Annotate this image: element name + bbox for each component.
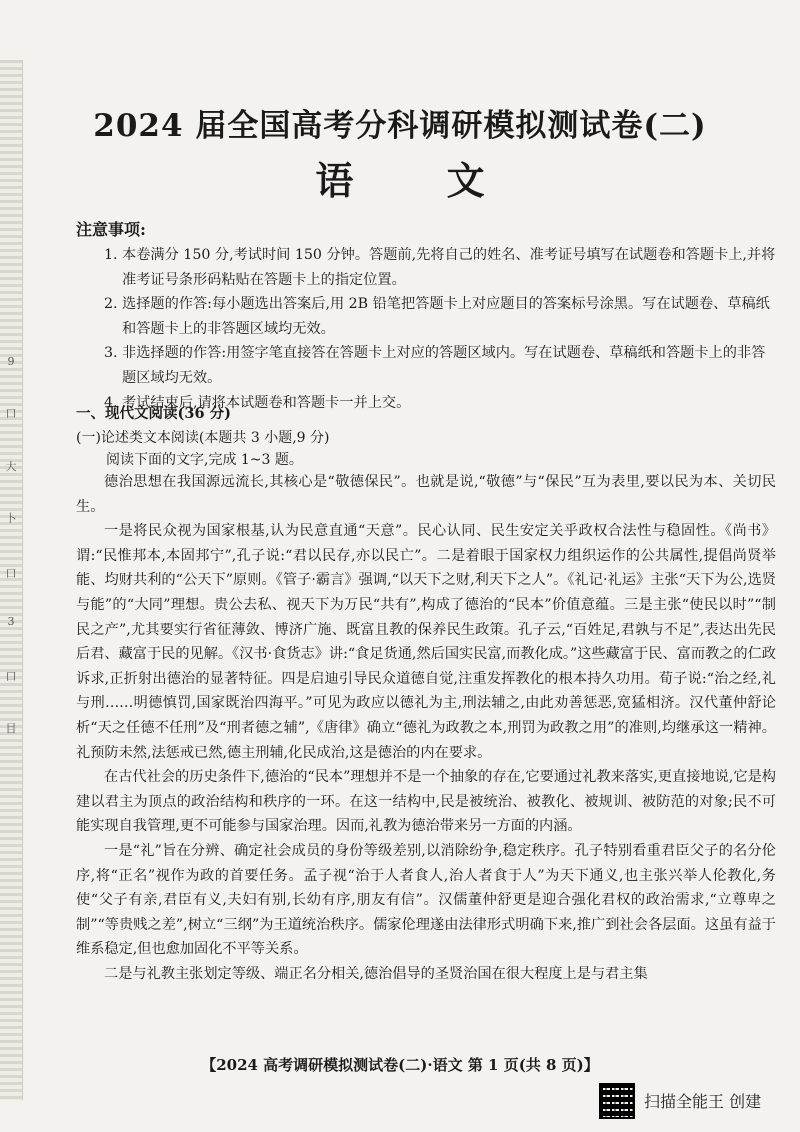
reading-instruction: 阅读下面的文字,完成 1~3 题。	[106, 452, 303, 468]
notice-heading: 注意事项:	[76, 220, 146, 239]
passage-paragraph: 一是“礼”旨在分辨、确定社会成员的身份等级差别,以消除纷争,稳定秩序。孔子特别看重君臣父子的名分伦序,将“正名”视作为政的首要任务。孟子视“治于人者食人,治人者食于人”为天下通义,也主张兴举人伦教化,务使“父子有亲,君臣有义,夫妇有别,长幼有序,朋友有信”。汉儒董仲舒更是迎合强化君权的政治需求,“立尊卑之制”“等贵贱之差”,树立“三纲”为王道统治秩序。儒家伦理遂由法律形式明确下来,推广到社会各层面。这虽有益于维系稳定,但也愈加固化不平等关系。	[76, 842, 776, 958]
subsection-heading: (一)论述类文本阅读(本题共 3 小题,9 分)	[76, 430, 330, 446]
notice-item: 4. 考试结束后,请将本试题卷和答题卡一并上交。	[104, 394, 411, 411]
notice-item: 2. 选择题的作答:每小题选出答案后,用 2B 铅笔把答题卡上对应题目的答案标号涂黑。写在试题卷、草稿纸和答题卡上的非答题区域均无效。	[104, 296, 770, 337]
exam-title: 2024 届全国高考分科调研模拟测试卷(二)	[93, 108, 707, 144]
passage-paragraph: 二是与礼教主张划定等级、端正名分相关,德治倡导的圣贤治国在很大程度上是与君主集	[104, 965, 648, 982]
notice-list	[76, 243, 776, 415]
notice-item: 1. 本卷满分 150 分,考试时间 150 分钟。答题前,先将自己的姓名、准考证号填写在试题卷和答题卡上,并将准考证号条形码粘贴在答题卡上的指定位置。	[104, 247, 776, 288]
binding-mark: 3	[7, 615, 15, 628]
binding-mark: 9	[7, 355, 15, 368]
binding-mark: 口	[5, 567, 17, 580]
binding-mark: 口	[5, 670, 17, 683]
passage-paragraph: 一是将民众视为国家根基,认为民意直通“天意”。民心认同、民生安定关乎政权合法性与稳固性。《尚书》谓:“民惟邦本,本固邦宁”,孔子说:“君以民存,亦以民亡”。二是着眼于国家权力组织运作的公共属性,提倡尚贤举能、均财共利的“公天下”原则。《管子·霸言》强调,“以天下之财,利天下之人”。《礼记·礼运》主张“天下为公,选贤与能”的“大同”理想。贵公去私、视天下为万民“共有”,构成了德治的“民本”价值意蕴。三是主张“使民以时”“制民之产”,尤其要实行省征薄敛、博济广施、既富且教的保养民生政策。孔子云,“百姓足,君孰与不足”,表达出先民后君、藏富于民的见解。《汉书·食货志》讲:“食足货通,然后国实民富,而教化成。”这些藏富于民、富而教之的仁政诉求,正折射出德治的显著特征。四是启迪引导民众道德自觉,注重发挥教化的根本持久功用。荀子说:“治之经,礼与刑……明德慎罚,国家既治四海平。”可见为政应以德礼为主,刑法辅之,由此劝善惩恶,宽猛相济。汉代董仲舒论析“天之任德不任刑”及“刑者德之辅”,《唐律》确立“德礼为政教之本,刑罚为政教之用”的准则,均继承这一精神。礼预防未然,法惩戒已然,德主刑辅,化民成治,这是德治的内在要求。	[76, 523, 776, 761]
qr-code-icon	[599, 1083, 635, 1119]
section-heading: 一、现代文阅读(36 分)	[76, 405, 231, 422]
binding-mark: 口	[5, 407, 17, 420]
passage-paragraph: 在古代社会的历史条件下,德治的“民本”理想并不是一个抽象的存在,它要通过礼教来落实,更直接地说,它是构建以君主为顶点的政治结构和秩序的一环。在这一结构中,民是被统治、被教化、被规训、被防范的对象;民不可能实现自我管理,更不可能参与国家治理。因而,礼教为德治带来另一方面的内涵。	[76, 769, 776, 835]
subject-title: 语 文	[315, 158, 525, 203]
binding-mark: 目	[5, 722, 17, 735]
passage-paragraph: 德治思想在我国源远流长,其核心是“敬德保民”。也就是说,“敬德”与“保民”互为表里,要以民为本、关切民生。	[76, 474, 776, 515]
notice-item: 3. 非选择题的作答:用签字笔直接答在答题卡上对应的答题区域内。写在试题卷、草稿纸和答题卡上的非答题区域均无效。	[104, 345, 766, 386]
binding-mark: 大	[5, 460, 17, 473]
page-footer: 【2024 高考调研模拟测试卷(二)·语文 第 1 页(共 8 页)】	[201, 1056, 599, 1074]
binding-mark: 卜	[5, 512, 17, 525]
binding-strip	[0, 60, 23, 1100]
scanner-watermark: 扫描全能王 创建	[644, 1092, 762, 1111]
reading-passage	[76, 470, 776, 986]
